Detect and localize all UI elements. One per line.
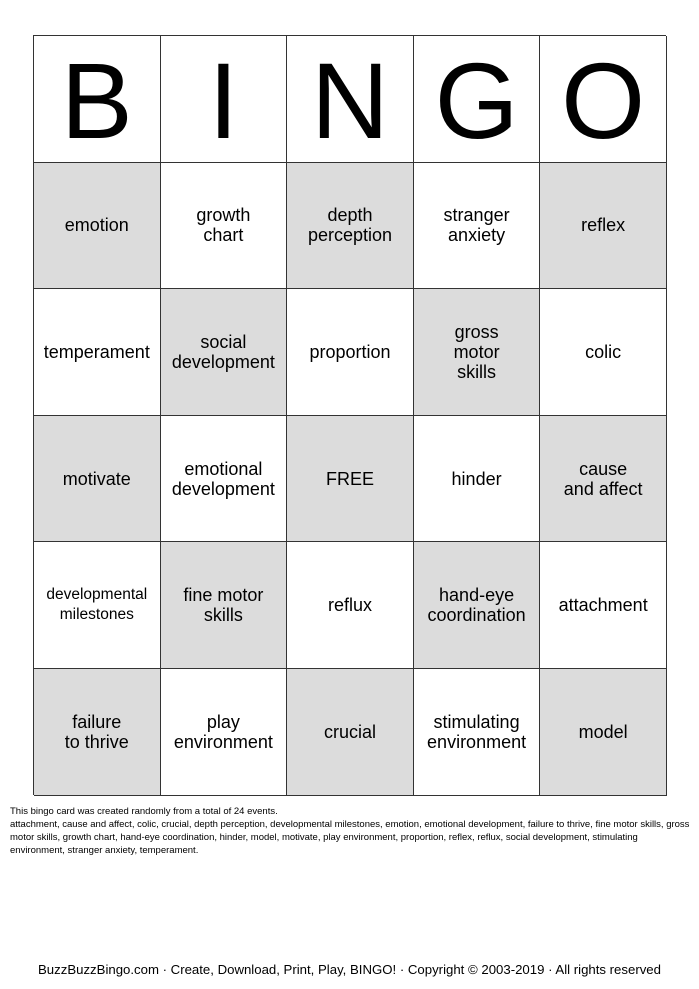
bingo-cell[interactable]: reflux	[287, 542, 414, 669]
bingo-cell[interactable]: reflex	[540, 163, 667, 290]
page-footer: BuzzBuzzBingo.com · Create, Download, Print, Play, BINGO! · Copyright © 2003-2019 · All rights reserved	[38, 962, 661, 977]
bingo-cell[interactable]: temperament	[34, 289, 161, 416]
header-letter-n: N	[287, 36, 414, 163]
header-letter-o: O	[540, 36, 667, 163]
bingo-cell[interactable]: colic	[540, 289, 667, 416]
grid-row-5	[34, 669, 666, 796]
bingo-cell[interactable]: model	[540, 669, 667, 796]
bingo-cell[interactable]: hand-eye coordination	[414, 542, 541, 669]
bingo-cell[interactable]: stranger anxiety	[414, 163, 541, 290]
grid-row-1	[34, 163, 666, 290]
bingo-cell[interactable]: attachment	[540, 542, 667, 669]
bingo-cell[interactable]: developmental milestones	[34, 542, 161, 669]
bingo-cell[interactable]: emotional development	[161, 416, 288, 543]
bingo-cell[interactable]: growth chart	[161, 163, 288, 290]
grid-row-4	[34, 542, 666, 669]
bingo-cell[interactable]: stimulating environment	[414, 669, 541, 796]
bingo-cell[interactable]: depth perception	[287, 163, 414, 290]
bingo-cell[interactable]: fine motor skills	[161, 542, 288, 669]
bingo-cell[interactable]: gross motor skills	[414, 289, 541, 416]
bingo-cell[interactable]: crucial	[287, 669, 414, 796]
header-letter-b: B	[34, 36, 161, 163]
bingo-cell[interactable]: hinder	[414, 416, 541, 543]
bingo-cell[interactable]: motivate	[34, 416, 161, 543]
card-caption	[10, 805, 690, 857]
grid-row-2	[34, 289, 666, 416]
header-letter-i: I	[161, 36, 288, 163]
bingo-card	[33, 35, 666, 795]
grid-row-3	[34, 416, 666, 543]
bingo-cell[interactable]: cause and affect	[540, 416, 667, 543]
bingo-cell[interactable]: social development	[161, 289, 288, 416]
free-space-cell[interactable]: FREE	[287, 416, 414, 543]
bingo-cell[interactable]: proportion	[287, 289, 414, 416]
caption-intro: This bingo card was created randomly from a total of 24 events.	[10, 806, 278, 817]
header-row	[34, 36, 666, 163]
bingo-cell[interactable]: failure to thrive	[34, 669, 161, 796]
bingo-cell[interactable]: emotion	[34, 163, 161, 290]
bingo-cell[interactable]: play environment	[161, 669, 288, 796]
header-letter-g: G	[414, 36, 541, 163]
caption-event-list: attachment, cause and affect, colic, crucial, depth perception, developmental milestones, emotion, emotional development, failure to thrive, fine motor skills, gross motor skills, growth chart, hand-eye coordination, hinder, model, motivate, play environment, proportion, reflex, reflux, social development, stimulating environment, stranger anxiety, temperament.	[10, 819, 690, 856]
